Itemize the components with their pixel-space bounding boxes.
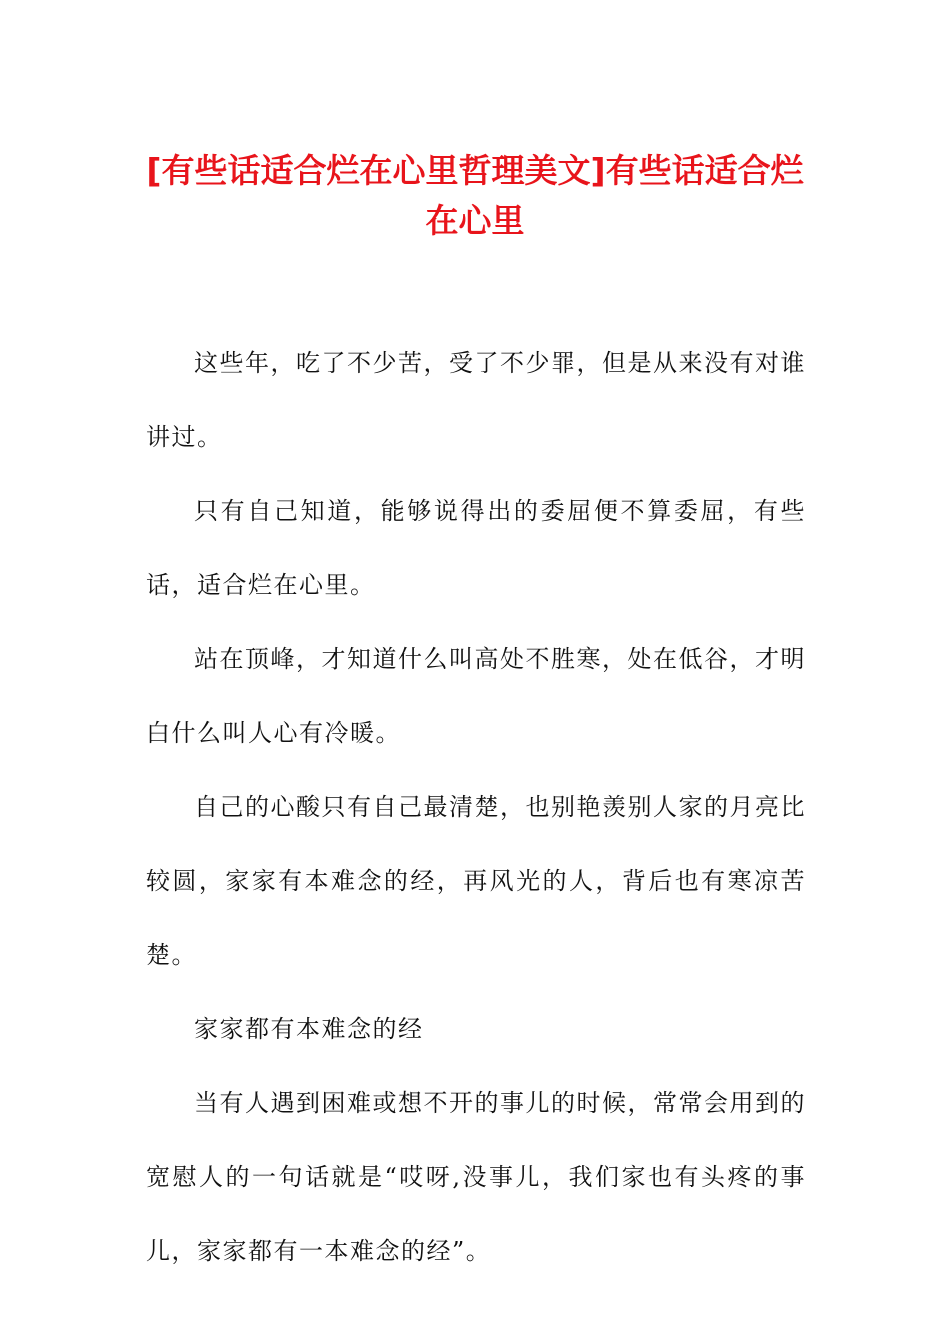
paragraph-2: 只有自己知道，能够说得出的委屈便不算委屈，有些话，适合烂在心里。: [146, 497, 806, 599]
paragraph-5: 当有人遇到困难或想不开的事儿的时候，常常会用到的宽慰人的一句话就是“哎呀,没事儿，我们家也有头疼的事儿，家家都有一本难念的经”。: [146, 1089, 806, 1265]
paragraph-1: 这些年，吃了不少苦，受了不少罪，但是从来没有对谁讲过。: [146, 349, 806, 451]
document-body: [146, 326, 806, 1288]
paragraph-4: 自己的心酸只有自己最清楚，也别艳羡别人家的月亮比较圆，家家有本难念的经，再风光的人，背后也有寒凉苦楚。: [146, 793, 806, 969]
document-title: [有些话适合烂在心里哲理美文]有些话适合烂在心里: [146, 151, 804, 240]
paragraph-3: 站在顶峰，才知道什么叫高处不胜寒，处在低谷，才明白什么叫人心有冷暖。: [146, 645, 806, 747]
section-heading: 家家都有本难念的经: [194, 1015, 424, 1043]
